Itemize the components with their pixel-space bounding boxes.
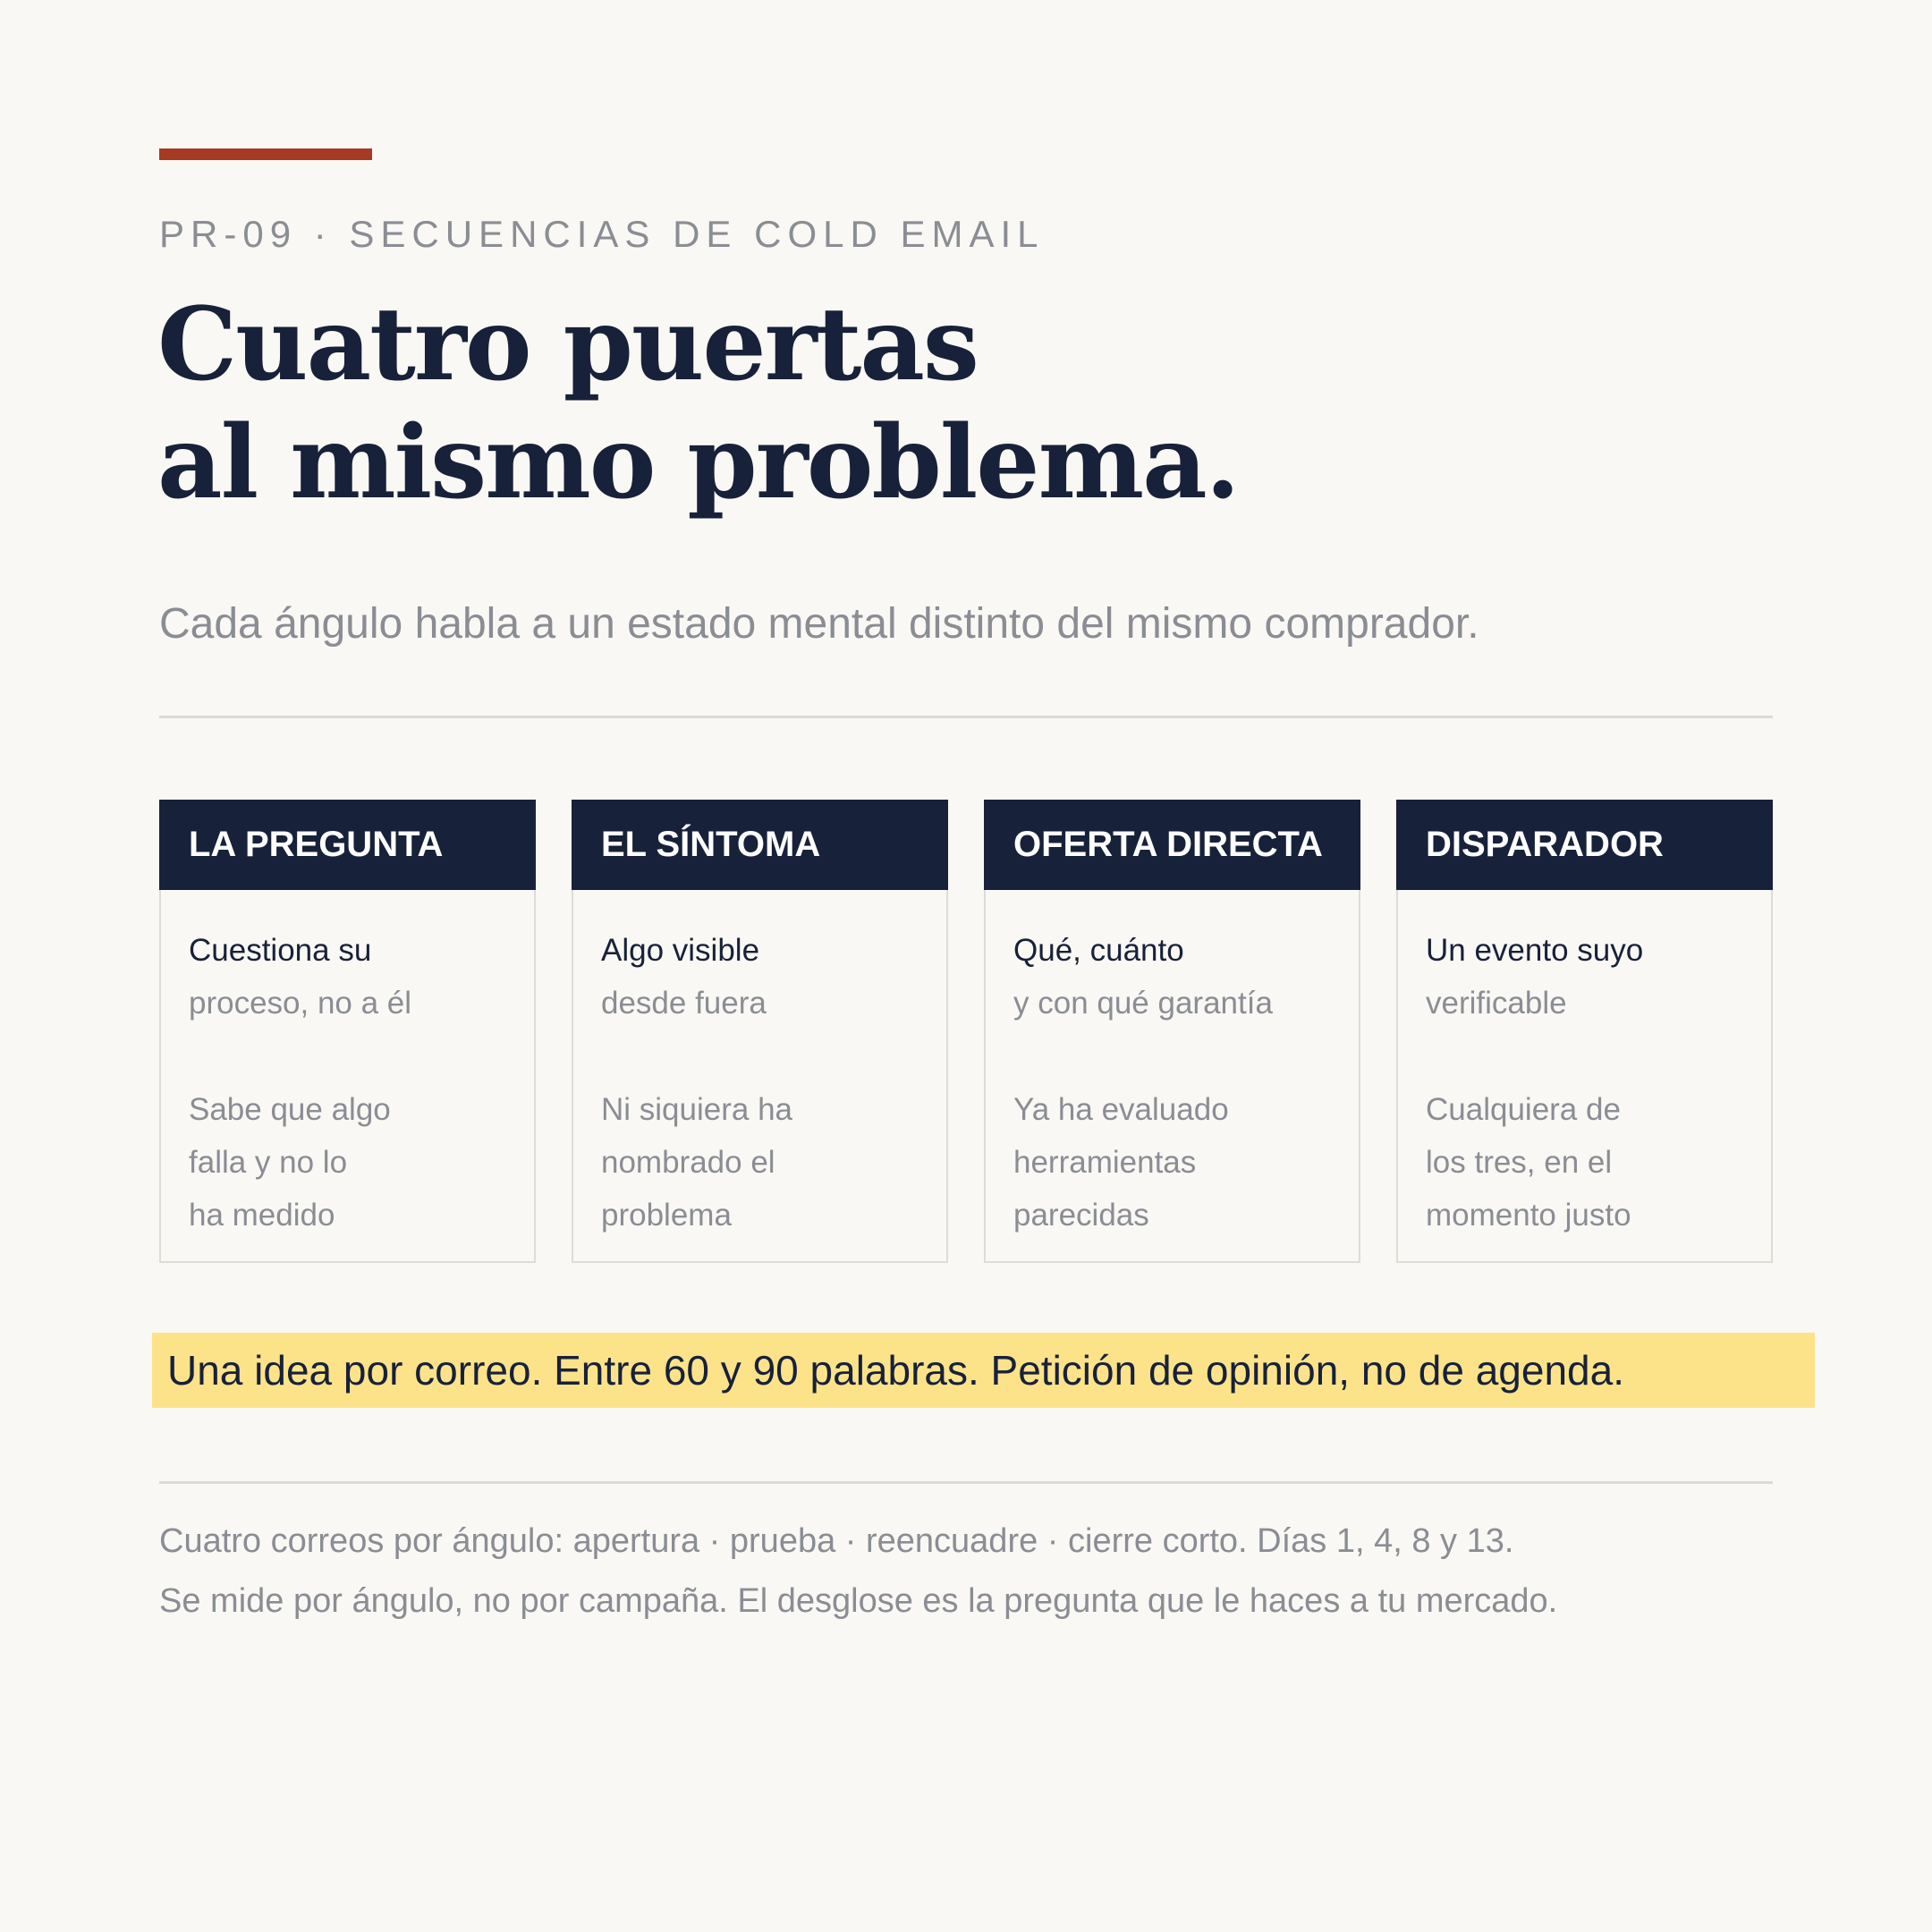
card-note — [1426, 1083, 1742, 1241]
card-note-line: herramientas — [1013, 1145, 1197, 1180]
card-lead — [1426, 924, 1742, 1030]
card-body — [986, 890, 1359, 1241]
footer-notes — [159, 1512, 1557, 1631]
card-note-line: parecidas — [1013, 1198, 1149, 1233]
card-body — [573, 890, 946, 1241]
title-line-2: al mismo problema. — [157, 404, 1239, 521]
card-title: OFERTA DIRECTA — [984, 800, 1360, 890]
angle-cards — [159, 800, 1773, 1263]
card-note-line: Ni siquiera ha — [601, 1092, 792, 1127]
footer-line-2: Se mide por ángulo, no por campaña. El desglose es la pregunta que le haces a tu mercado. — [159, 1582, 1558, 1620]
card-lead-strong: Algo visible — [601, 933, 760, 968]
card-lead-muted: desde fuera — [601, 986, 767, 1021]
card-note-line: ha medido — [189, 1198, 335, 1233]
card-lead-strong: Qué, cuánto — [1013, 933, 1184, 968]
accent-bar — [159, 148, 372, 160]
card-note-line: Cualquiera de — [1426, 1092, 1621, 1127]
card-note-line: Ya ha evaluado — [1013, 1092, 1229, 1127]
card-body — [1398, 890, 1771, 1241]
card-lead-muted: verificable — [1426, 986, 1567, 1021]
card-lead-strong: Cuestiona su — [189, 933, 372, 968]
card-note-line: nombrado el — [601, 1145, 775, 1180]
card-title: EL SÍNTOMA — [572, 800, 948, 890]
divider-bottom — [159, 1481, 1773, 1484]
eyebrow-label: PR-09 · SECUENCIAS DE COLD EMAIL — [159, 213, 1045, 255]
highlight-callout: Una idea por correo. Entre 60 y 90 palabras. Petición de opinión, no de agenda. — [152, 1333, 1815, 1408]
card-lead — [1013, 924, 1330, 1030]
card-note-line: Sabe que algo — [189, 1092, 391, 1127]
card-note-line: los tres, en el — [1426, 1145, 1613, 1180]
card-lead-muted: proceso, no a él — [189, 986, 412, 1021]
card-disparador — [1396, 800, 1773, 1263]
title-line-1: Cuatro puertas — [157, 286, 978, 403]
card-note-line: problema — [601, 1198, 732, 1233]
card-la-pregunta — [159, 800, 536, 1263]
card-lead-muted: y con qué garantía — [1013, 986, 1273, 1021]
card-oferta-directa — [984, 800, 1360, 1263]
page-title — [157, 286, 1239, 522]
card-note — [601, 1083, 918, 1241]
card-title: DISPARADOR — [1396, 800, 1773, 890]
card-note — [189, 1083, 505, 1241]
card-note — [1013, 1083, 1330, 1241]
card-body — [161, 890, 534, 1241]
card-lead — [189, 924, 505, 1030]
card-note-line: momento justo — [1426, 1198, 1631, 1233]
card-note-line: falla y no lo — [189, 1145, 348, 1180]
card-lead — [601, 924, 918, 1030]
card-lead-strong: Un evento suyo — [1426, 933, 1644, 968]
subtitle: Cada ángulo habla a un estado mental distinto del mismo comprador. — [159, 600, 1479, 648]
footer-line-1: Cuatro correos por ángulo: apertura · prueba · reencuadre · cierre corto. Días 1, 4, 8 y 13. — [159, 1522, 1514, 1560]
card-el-sintoma — [572, 800, 948, 1263]
card-title: LA PREGUNTA — [159, 800, 536, 890]
divider-top — [159, 716, 1773, 718]
